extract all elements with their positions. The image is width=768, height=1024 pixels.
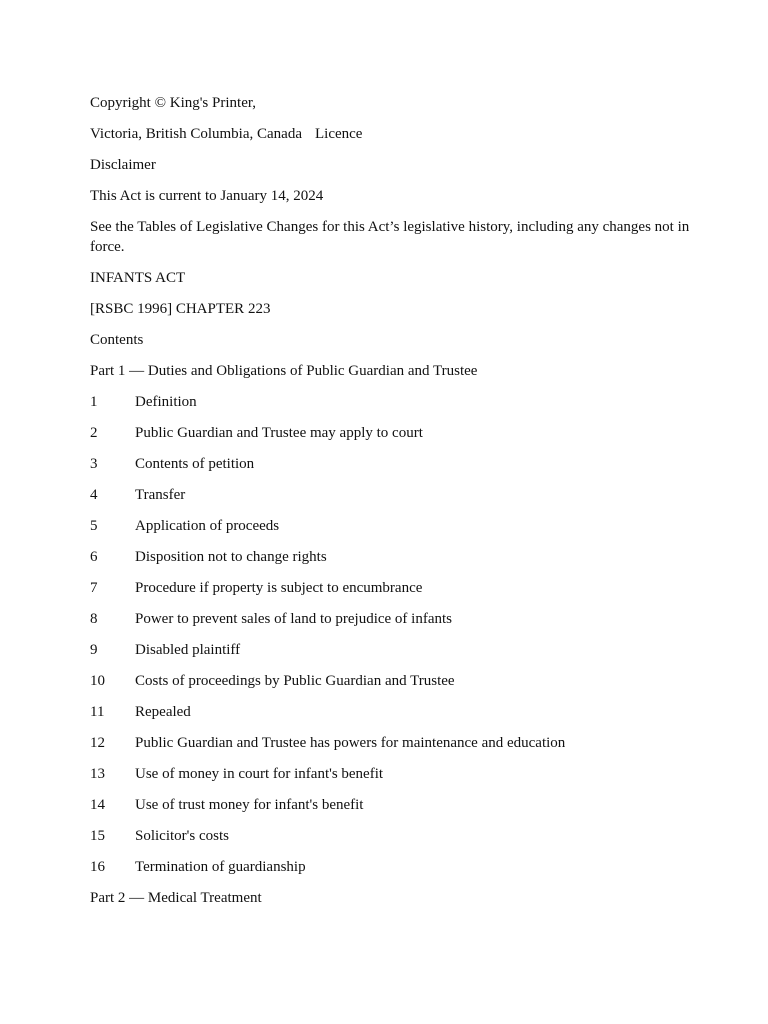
toc-entry-title[interactable]: Disposition not to change rights: [135, 549, 327, 565]
toc-entry-title[interactable]: Repealed: [135, 704, 191, 720]
toc-entry[interactable]: [90, 640, 690, 671]
toc-entry[interactable]: [90, 857, 690, 888]
toc-entry[interactable]: [90, 702, 690, 733]
toc-entry-title[interactable]: Costs of proceedings by Public Guardian and Trustee: [135, 673, 455, 689]
toc-entry[interactable]: [90, 423, 690, 454]
toc-entry-title[interactable]: Transfer: [135, 487, 186, 503]
toc-entry-number: 14: [90, 797, 105, 813]
copyright-line: Copyright © King's Printer,: [90, 95, 256, 111]
toc-entry-number: 6: [90, 549, 98, 565]
toc-entry-number: 8: [90, 611, 98, 627]
toc-entry-title[interactable]: Public Guardian and Trustee may apply to court: [135, 425, 423, 441]
toc-entry-title[interactable]: Contents of petition: [135, 456, 255, 472]
toc-entry-title[interactable]: Procedure if property is subject to encumbrance: [135, 580, 423, 596]
toc-entry-number: 1: [90, 394, 98, 410]
disclaimer-line: [90, 155, 690, 186]
part-1-section-list: [90, 392, 690, 888]
part-1-heading[interactable]: Part 1 — Duties and Obligations of Public Guardian and Trustee: [90, 363, 478, 379]
toc-entry-number: 3: [90, 456, 98, 472]
toc-entry-number: 5: [90, 518, 98, 534]
toc-entry-number: 4: [90, 487, 98, 503]
toc-entry[interactable]: [90, 733, 690, 764]
toc-entry-title[interactable]: Public Guardian and Trustee has powers for maintenance and education: [135, 735, 566, 751]
toc-entry-number: 16: [90, 859, 105, 875]
toc-entry-number: 10: [90, 673, 105, 689]
toc-entry[interactable]: [90, 578, 690, 609]
toc-entry-title[interactable]: Termination of guardianship: [135, 859, 306, 875]
toc-entry-number: 13: [90, 766, 105, 782]
toc-entry-number: 7: [90, 580, 98, 596]
toc-entry[interactable]: [90, 516, 690, 547]
toc-entry-number: 15: [90, 828, 105, 844]
legislative-history-note: See the Tables of Legislative Changes for this Act’s legislative history, including any changes not in force.: [90, 219, 690, 255]
toc-entry[interactable]: [90, 795, 690, 826]
toc-entry[interactable]: [90, 392, 690, 423]
toc-entry-title[interactable]: Power to prevent sales of land to prejudice of infants: [135, 611, 452, 627]
toc-entry-title[interactable]: Definition: [135, 394, 197, 410]
toc-entry-number: 9: [90, 642, 98, 658]
toc-entry[interactable]: [90, 454, 690, 485]
toc-entry-title[interactable]: Disabled plaintiff: [135, 642, 241, 658]
licence-link[interactable]: Licence: [314, 126, 363, 142]
toc-entry-number: 2: [90, 425, 98, 441]
current-to-line: This Act is current to January 14, 2024: [90, 188, 324, 204]
toc-entry[interactable]: [90, 671, 690, 702]
toc-entry[interactable]: [90, 547, 690, 578]
toc-entry-number: 12: [90, 735, 105, 751]
toc-entry[interactable]: [90, 826, 690, 857]
disclaimer-link[interactable]: Disclaimer: [90, 157, 156, 173]
toc-entry[interactable]: [90, 485, 690, 516]
toc-entry[interactable]: [90, 609, 690, 640]
toc-entry-title[interactable]: Solicitor's costs: [135, 828, 229, 844]
toc-entry-title[interactable]: Use of money in court for infant's benefit: [135, 766, 384, 782]
toc-entry[interactable]: [90, 764, 690, 795]
part-2-heading[interactable]: Part 2 — Medical Treatment: [90, 890, 262, 906]
toc-entry-title[interactable]: Use of trust money for infant's benefit: [135, 797, 364, 813]
act-citation: [RSBC 1996] CHAPTER 223: [90, 301, 271, 317]
act-title: INFANTS ACT: [90, 270, 186, 286]
toc-entry-title[interactable]: Application of proceeds: [135, 518, 280, 534]
contents-heading: Contents: [90, 332, 144, 348]
location-line: [90, 124, 690, 155]
document-page: [90, 93, 690, 919]
toc-entry-number: 11: [90, 704, 105, 720]
location-text: Victoria, British Columbia, Canada: [90, 126, 302, 142]
